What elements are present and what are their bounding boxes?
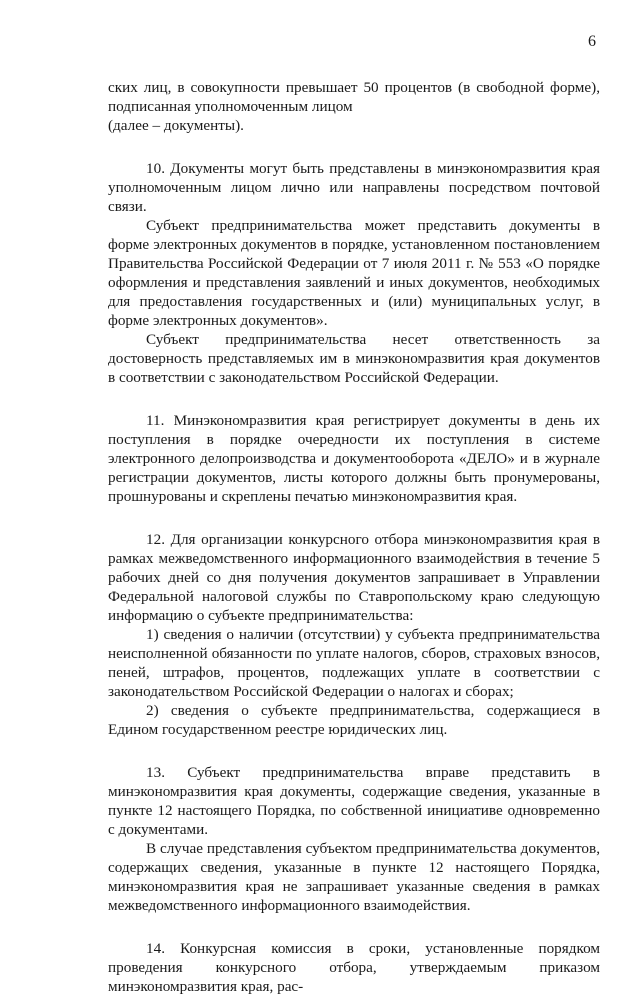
paragraph-p-cont-2: (далее – документы). <box>108 117 244 134</box>
paragraph-p-11: 11. Минэкономразвития края регистрирует документы в день их поступления в порядке очередности их поступления в системе электронного делопроизводства и документооборота «ДЕЛО» и в журнале регистрации документов, листы которого должны быть пронумерованы, прошнурованы и скреплены печатью минэкономразвития края. <box>108 412 600 505</box>
paragraph-p-10-2: Субъект предпринимательства может представить документы в форме электронных документов в порядке, установленном постановлением Правительства Российской Федерации от 7 июля 2011 г. № 553 «О порядке оформления и представления заявлений и иных документов, необходимых для предоставления государственных и (или) муниципальных услуг, в форме электронных документов». <box>108 217 600 329</box>
paragraph-p-13-1: 13. Субъект предпринимательства вправе представить в минэкономразвития края документы, содержащие сведения, указанные в пункте 12 настоящего Порядка, по собственной инициативе одновременно с документами. <box>108 764 600 838</box>
paragraph-p-10-3: Субъект предпринимательства несет ответственность за достоверность представляемых им в минэкономразвития края документов в соответствии с законодательством Российской Федерации. <box>108 331 600 386</box>
paragraph-gap <box>108 135 600 159</box>
paragraph-p-12: 12. Для организации конкурсного отбора минэкономразвития края в рамках межведомственного информационного взаимодействия в течение 5 рабочих дней со дня получения документов запрашивает в Управлении Федеральной налоговой службы по Ставропольскому краю следующую информацию о субъекте предпринимательства: <box>108 531 600 624</box>
paragraph-p-12-2: 2) сведения о субъекте предпринимательства, содержащиеся в Едином государственном реестре юридических лиц. <box>108 702 600 738</box>
paragraph-gap <box>108 506 600 530</box>
paragraph-p-13-2: В случае представления субъектом предпринимательства документов, содержащих сведения, указанные в пункте 12 настоящего Порядка, минэкономразвития края не запрашивает указанные сведения в рамках межведомственного информационного взаимодействия. <box>108 840 600 914</box>
paragraph-gap <box>108 739 600 763</box>
paragraph-p-12-1: 1) сведения о наличии (отсутствии) у субъекта предпринимательства неисполненной обязанности по уплате налогов, сборов, страховых взносов, пеней, штрафов, процентов, подлежащих уплате в соответствии с законодательством Российской Федерации о налогах и сборах; <box>108 626 600 700</box>
paragraph-gap <box>108 387 600 411</box>
paragraph-p-14: 14. Конкурсная комиссия в сроки, установленные порядком проведения конкурсного отбора, утверждаемым приказом минэкономразвития края, рас- <box>108 940 600 995</box>
paragraph-p-10-1: 10. Документы могут быть представлены в минэкономразвития края уполномоченным лицом лично или направлены посредством почтовой связи. <box>108 160 600 215</box>
page-number: 6 <box>588 33 596 50</box>
paragraph-p-cont-1: ских лиц, в совокупности превышает 50 процентов (в свободной форме), подписанная уполномоченным лицом <box>108 79 600 115</box>
document-body <box>108 78 600 996</box>
paragraph-gap <box>108 915 600 939</box>
